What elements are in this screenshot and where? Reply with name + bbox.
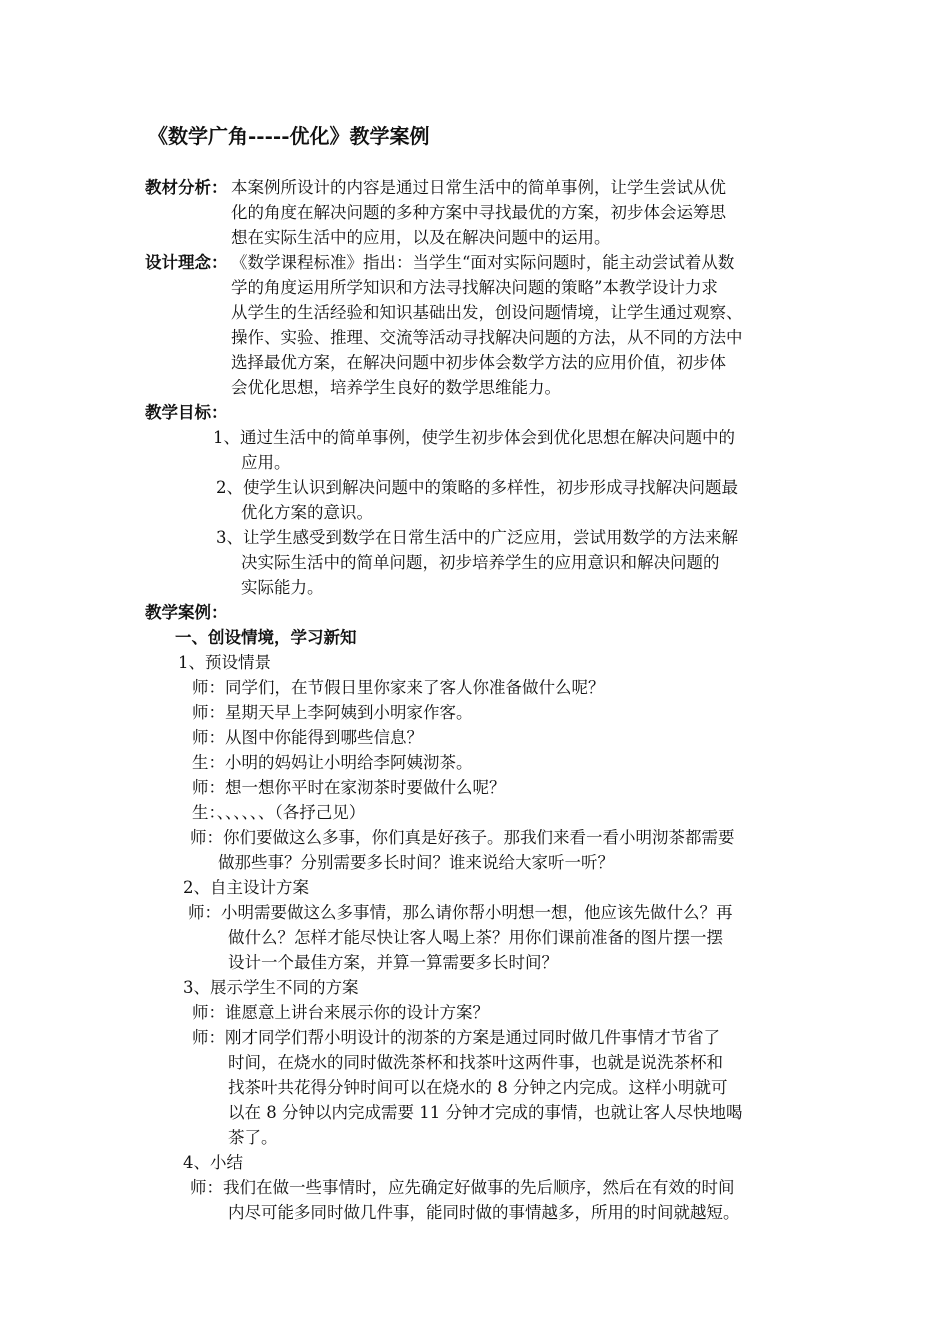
- analysis-text-line: 想在实际生活中的应用，以及在解决问题中的运用。: [231, 228, 611, 247]
- concept-text-line: 操作、实验、推理、交流等活动寻找解决问题的方法，从不同的方法中: [231, 328, 743, 347]
- case-label: 教学案例：: [145, 603, 228, 622]
- dialog-line: 做什么？怎样才能尽快让客人喝上茶？用你们课前准备的图片摆一摆: [228, 928, 723, 947]
- dialog-line: 生：小明的妈妈让小明给李阿姨沏茶。: [192, 753, 473, 772]
- section-heading: 一、创设情境，学习新知: [175, 628, 357, 647]
- dialog-line: 设计一个最佳方案，并算一算需要多长时间？: [228, 953, 558, 972]
- concept-text-line: 选择最优方案，在解决问题中初步体会数学方法的应用价值，初步体: [231, 353, 726, 372]
- dialog-line: 师：同学们，在节假日里你家来了客人你准备做什么呢？: [192, 678, 605, 697]
- dialog-line: 师：想一想你平时在家沏茶时要做什么呢？: [192, 778, 506, 797]
- goals-label: 教学目标：: [145, 403, 228, 422]
- goal-item-line: 2、使学生认识到解决问题中的策略的多样性，初步形成寻找解决问题最: [216, 478, 738, 497]
- dialog-line: 茶了。: [228, 1128, 278, 1147]
- dialog-line: 师：从图中你能得到哪些信息？: [192, 728, 423, 747]
- subsection-heading: 2、自主设计方案: [183, 878, 309, 897]
- dialog-line: 师：我们在做一些事情时，应先确定好做事的先后顺序，然后在有效的时间: [190, 1178, 735, 1197]
- concept-text-line: 学的角度运用所学知识和方法寻找解决问题的策略”本教学设计力求: [231, 278, 718, 297]
- concept-label: 设计理念：: [145, 253, 228, 272]
- goal-item-line: 实际能力。: [241, 578, 324, 597]
- analysis-text-line: 化的角度在解决问题的多种方案中寻找最优的方案，初步体会运筹思: [231, 203, 726, 222]
- dialog-line: 做那些事？分别需要多长时间？谁来说给大家听一听？: [218, 853, 614, 872]
- dialog-line: 时间，在烧水的同时做洗茶杯和找茶叶这两件事，也就是说洗茶杯和: [228, 1053, 723, 1072]
- concept-text-line: 从学生的生活经验和知识基础出发，创设问题情境，让学生通过观察、: [231, 303, 743, 322]
- dialog-line: 师：刚才同学们帮小明设计的沏茶的方案是通过同时做几件事情才节省了: [192, 1028, 720, 1047]
- dialog-line: 师：星期天早上李阿姨到小明家作客。: [192, 703, 473, 722]
- document-title: 《数学广角-----优化》教学案例: [148, 124, 430, 148]
- subsection-heading: 1、预设情景: [178, 653, 271, 672]
- analysis-text-line: 本案例所设计的内容是通过日常生活中的简单事例，让学生尝试从优: [231, 178, 726, 197]
- dialog-line: 以在 8 分钟以内完成需要 11 分钟才完成的事情，也就让客人尽快地喝: [228, 1103, 743, 1122]
- goal-item-line: 应用。: [241, 453, 291, 472]
- dialog-line: 找茶叶共花得分钟时间可以在烧水的 8 分钟之内完成。这样小明就可: [228, 1078, 728, 1097]
- analysis-label: 教材分析：: [145, 178, 228, 197]
- concept-text-line: 《数学课程标准》指出：当学生“面对实际问题时，能主动尝试着从数: [231, 253, 735, 272]
- concept-text-line: 会优化思想，培养学生良好的数学思维能力。: [231, 378, 561, 397]
- dialog-line: 师：小明需要做这么多事情，那么请你帮小明想一想，他应该先做什么？再: [188, 903, 733, 922]
- goal-item-line: 优化方案的意识。: [241, 503, 373, 522]
- dialog-line: 师：谁愿意上讲台来展示你的设计方案？: [192, 1003, 489, 1022]
- goal-item-line: 1、通过生活中的简单事例，使学生初步体会到优化思想在解决问题中的: [213, 428, 735, 447]
- goal-item-line: 决实际生活中的简单问题，初步培养学生的应用意识和解决问题的: [241, 553, 720, 572]
- goal-item-line: 3、让学生感受到数学在日常生活中的广泛应用，尝试用数学的方法来解: [216, 528, 738, 547]
- subsection-heading: 3、展示学生不同的方案: [183, 978, 359, 997]
- dialog-line: 生：、、、、、、（各抒己见）: [192, 803, 366, 822]
- dialog-line: 内尽可能多同时做几件事，能同时做的事情越多，所用的时间就越短。: [228, 1203, 740, 1222]
- subsection-heading: 4、小结: [183, 1153, 243, 1172]
- dialog-line: 师：你们要做这么多事，你们真是好孩子。那我们来看一看小明沏茶都需要: [190, 828, 735, 847]
